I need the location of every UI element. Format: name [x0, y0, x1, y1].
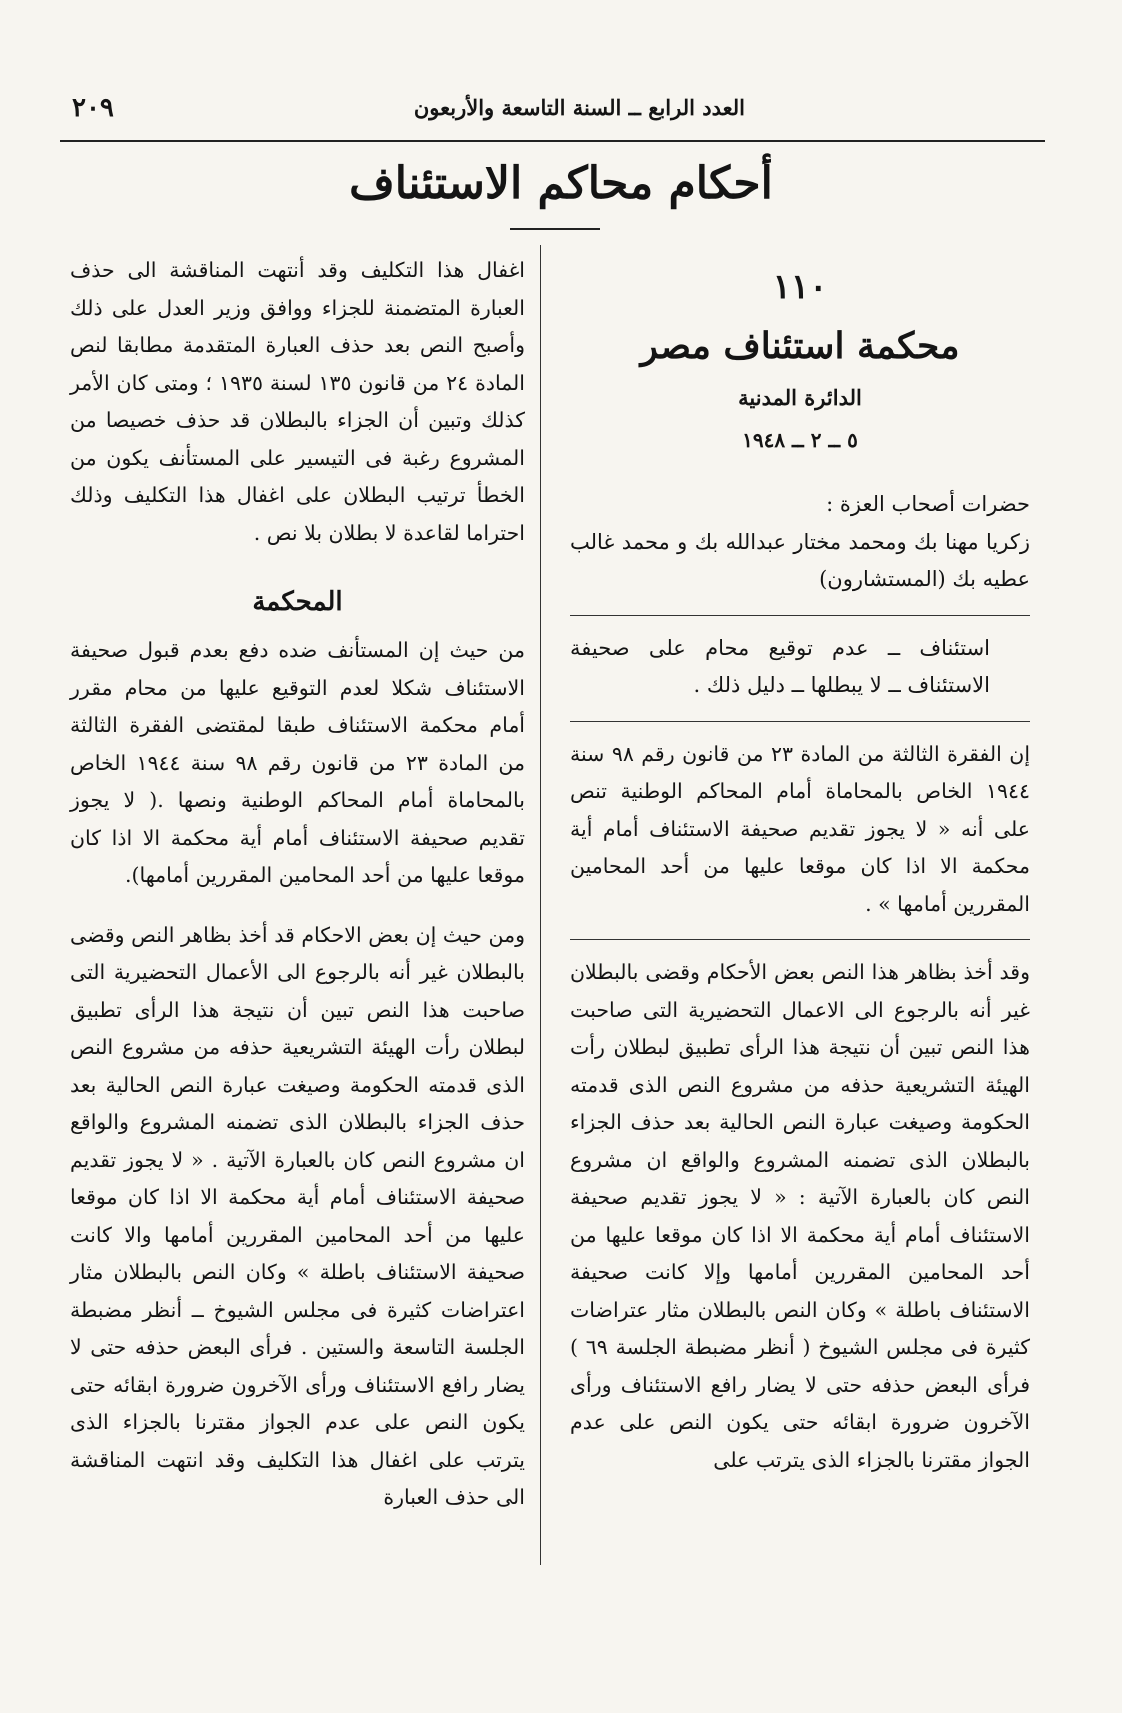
ruling-heading: المحكمة: [252, 587, 343, 617]
page-header: [60, 95, 1045, 135]
running-title: العدد الرابع ــ السنة التاسعة والأربعون: [413, 95, 745, 120]
judges-names: زكريا مهنا بك ومحمد مختار عبدالله بك و محمد غالب عطيه بك (المستشارون): [570, 529, 1030, 591]
ruling-paragraph-2: ومن حيث إن بعض الاحكام قد أخذ بظاهر النص وقضى بالبطلان غير أنه بالرجوع الى الأعمال التحضيرية التى صاحبت هذا النص تبين أن نتيجة هذا الرأى تطبيق لبطلان رأت الهيئة التشريعية حذفه من مشروع النص الذى قدمته الحكومة وصيغت عبارة النص الحالية بعد حذف الجزاء بالبطلان الذى تضمنه المشروع والواقع ان مشروع النص كان بالعبارة الآتية . « لا يجوز تقديم صحيفة الاستئناف أمام أية محكمة الا اذا كان موقعا عليها من أحد المحامين المقررين أمامها والا كانت صحيفة الاستئناف باطلة » وكان النص بالبطلان مثار اعتراضات كثيرة فى مجلس الشيوخ ــ أنظر مضبطة الجلسة التاسعة والستين . فرأى البعض حذفه حتى لا يضار رافع الاستئناف ورأى الآخرون ضرورة ابقائه حتى يكون النص على عدم الجواز مقترنا بالجزاء الذى يترتب على اغفال هذا التكليف وقد انتهت المناقشة الى حذف العبارة: [70, 922, 525, 1509]
principle-rule: [570, 721, 1030, 722]
title-rule: [510, 228, 600, 230]
left-column: [70, 252, 525, 1517]
ruling-paragraph-1: من حيث إن المستأنف ضده دفع بعدم قبول صحيفة الاستئناف شكلا لعدم التوقيع عليها من محام مقرر أمام محكمة الاستئناف طبقا لمقتضى الفقرة الثالثة من المادة ٢٣ من قانون رقم ٩٨ سنة ١٩٤٤ الخاص بالمحاماة أمام المحاكم الوطنية ونصها .( لا يجوز تقديم صحيفة الاستئناف أمام أية محكمة الا اذا كان موقعا عليها من أحد المحامين المقررين أمامها).: [70, 638, 526, 887]
note-rule: [570, 939, 1030, 940]
continuation-paragraph: اغفال هذا التكليف وقد أنتهت المناقشة الى حذف العبارة المتضمنة للجزاء ووافق وزير العدل على ذلك وأصبح النص بعد حذف العبارة المتقدمة مطابقا لنص المادة ٢٤ من قانون ١٣٥ لسنة ١٩٣٥ ؛ ومتى كان الأمر كذلك وتبين أن الجزاء بالبطلان قد حذف خصيصا من المشروع رغبة فى التيسير على المستأنف يكون من الخطأ ترتيب البطلان على اغفال هذا التكليف وذلك احتراما لقاعدة لا بطلان بلا نص .: [70, 258, 525, 545]
case-number: ١١٠: [772, 267, 828, 307]
column-divider: [540, 245, 541, 1565]
paragraph-gap: [70, 895, 525, 917]
legal-principle: إن الفقرة الثالثة من المادة ٢٣ من قانون رقم ٩٨ سنة ١٩٤٤ الخاص بالمحاماة أمام المحاكم الوطنية تنص على أنه « لا يجوز تقديم صحيفة الاستئناف أمام أية محكمة الا اذا كان موقعا عليها من أحد المحامين المقررين أمامها » .: [570, 741, 1031, 916]
section-title: أحكام محاكم الاستئناف: [349, 158, 773, 209]
legal-note: وقد أخذ بظاهر هذا النص بعض الأحكام وقضى بالبطلان غير أنه بالرجوع الى الاعمال التحضيرية التى صاحبت هذا النص تبين أن نتيجة هذا الرأى تطبيق لبطلان رأت الهيئة التشريعية حذفه من مشروع النص الذى قدمته الحكومة وصيغت عبارة النص الحالية بعد حذف الجزاء بالبطلان الذى تضمنه المشروع والواقع ان مشروع النص كان بالعبارة الآتية : « لا يجوز تقديم صحيفة الاستئناف أمام أية محكمة الا اذا كان موقعا عليها من أحد المحامين المقررين أمامها وإلا كانت صحيفة الاستئناف باطلة » وكان النص بالبطلان مثار عتراضات كثيرة فى مجلس الشيوخ ( أنظر مضبطة الجلسة ٦٩ ) فرأى البعض حذفه حتى لا يضار رافع الاستئناف ورأى الآخرون ضرورة ابقائه حتى يكون النص على عدم الجواز مقترنا بالجزاء الذى يترتب على: [570, 960, 1031, 1472]
summary-rule: [570, 615, 1030, 616]
court-name: محكمة استئناف مصر: [640, 325, 960, 367]
page-number: ٢٠٩: [72, 93, 114, 123]
case-summary: استئناف ــ عدم توقيع محام على صحيفة الاستئناف ــ لا يبطلها ــ دليل ذلك .: [570, 635, 990, 697]
right-column: [570, 262, 1030, 1479]
judges-heading: حضرات أصحاب العزة :: [826, 492, 1030, 516]
case-date: ٥ ــ ٢ ــ ١٩٤٨: [742, 428, 858, 452]
header-rule: [60, 140, 1045, 142]
court-circuit: الدائرة المدنية: [738, 385, 862, 410]
